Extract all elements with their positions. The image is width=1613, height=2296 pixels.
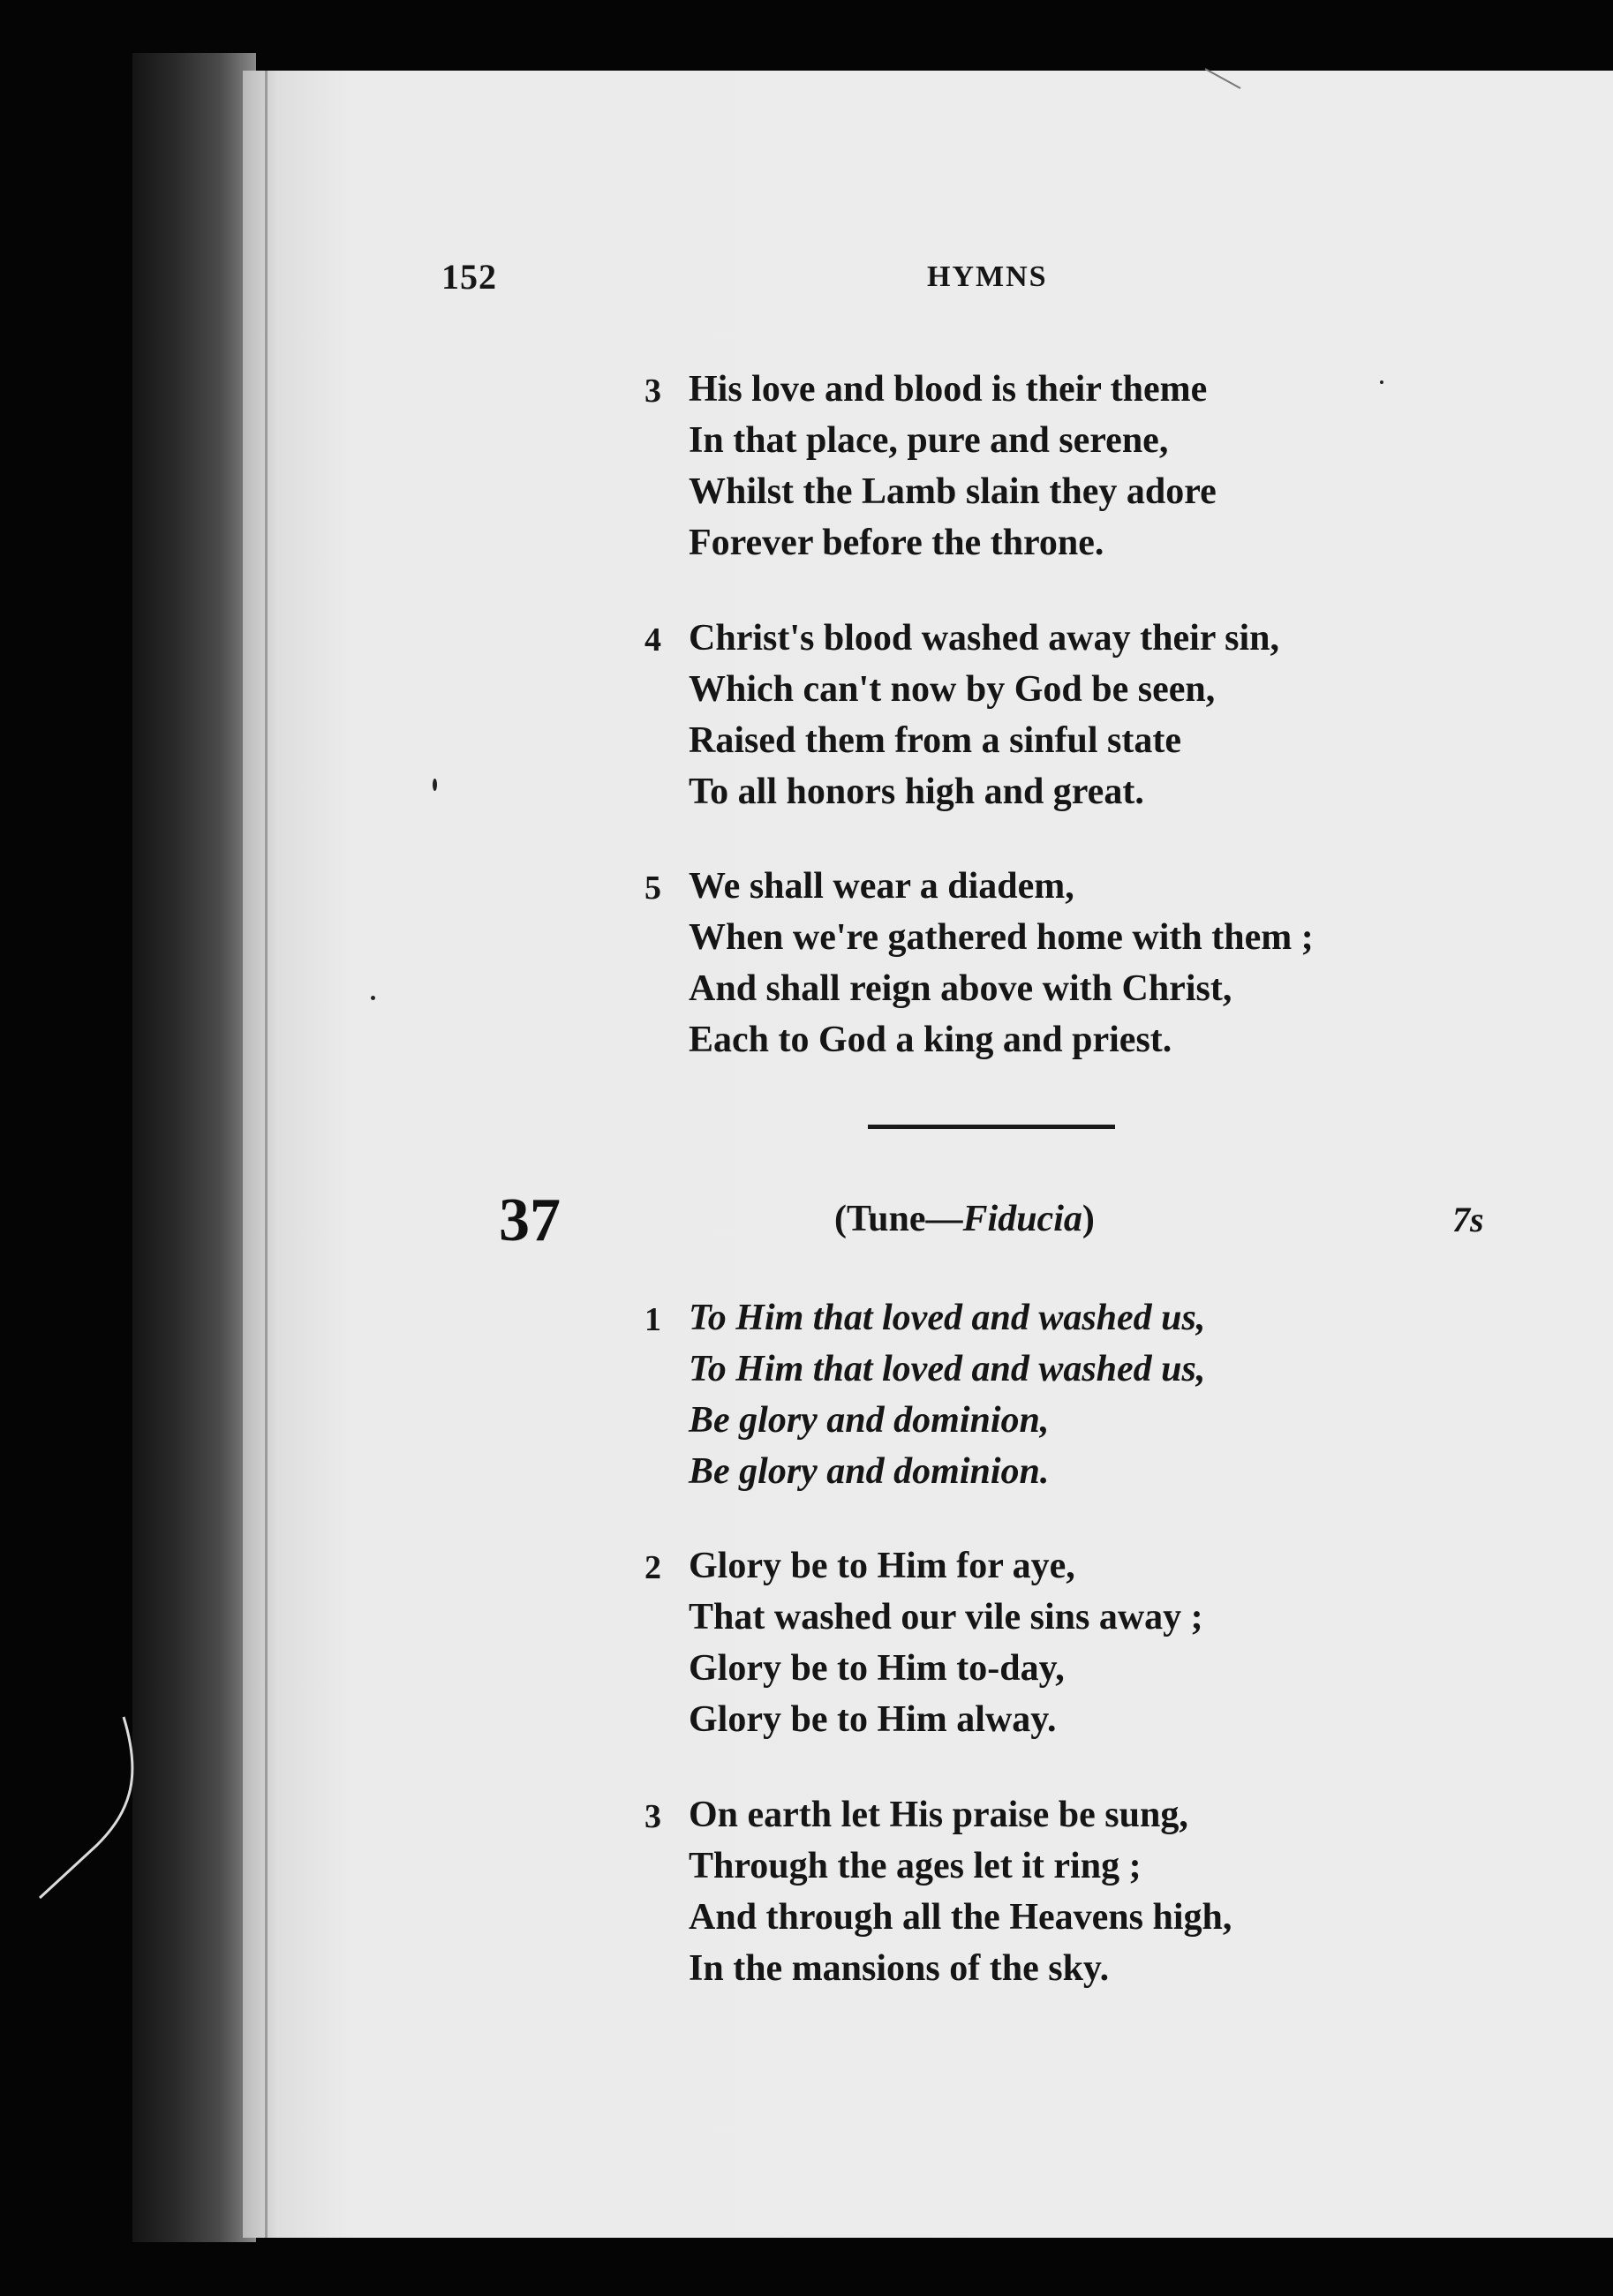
verse-line: Be glory and dominion, bbox=[689, 1400, 1050, 1441]
stanza-number: 4 bbox=[644, 621, 661, 659]
meter: 7s bbox=[1452, 1200, 1484, 1239]
verse-line: And through all the Heavens high, bbox=[689, 1897, 1232, 1938]
verse-line: Glory be to Him to-day, bbox=[689, 1648, 1065, 1689]
verse-line: To all honors high and great. bbox=[689, 772, 1144, 812]
verse-line: To Him that loved and washed us, bbox=[689, 1298, 1206, 1338]
verse-line: In the mansions of the sky. bbox=[689, 1948, 1110, 1989]
hymn-number: 37 bbox=[499, 1186, 561, 1254]
verse-line: Which can't now by God be seen, bbox=[689, 669, 1216, 710]
verse-line: Each to God a king and priest. bbox=[689, 1020, 1172, 1060]
stanza-number: 1 bbox=[644, 1301, 661, 1338]
verse-line: His love and blood is their theme bbox=[689, 369, 1208, 410]
verse-line: On earth let His praise be sung, bbox=[689, 1795, 1188, 1835]
verse-line: Whilst the Lamb slain they adore bbox=[689, 471, 1217, 512]
verse-line: Glory be to Him alway. bbox=[689, 1699, 1057, 1740]
page-number: 152 bbox=[441, 257, 497, 297]
verse-line: And shall reign above with Christ, bbox=[689, 968, 1232, 1009]
verse-line: Glory be to Him for aye, bbox=[689, 1546, 1075, 1586]
tune-heading bbox=[834, 1201, 1095, 1238]
tune-suffix: ) bbox=[1082, 1199, 1095, 1239]
verse-line: That washed our vile sins away ; bbox=[689, 1597, 1203, 1637]
verse-line: When we're gathered home with them ; bbox=[689, 917, 1314, 958]
scan-speck bbox=[371, 996, 375, 1000]
verse-line: Forever before the throne. bbox=[689, 523, 1104, 563]
scan-speck bbox=[1380, 380, 1383, 384]
stanza-number: 2 bbox=[644, 1549, 661, 1586]
verse-line: We shall wear a diadem, bbox=[689, 866, 1074, 907]
verse-line: To Him that loved and washed us, bbox=[689, 1349, 1206, 1389]
scan-speck bbox=[433, 779, 437, 791]
tune-name: Fiducia bbox=[962, 1199, 1082, 1239]
stanza-number: 3 bbox=[644, 373, 661, 410]
verse-line: Christ's blood washed away their sin, bbox=[689, 618, 1280, 659]
stanza-number: 5 bbox=[644, 869, 661, 907]
verse-line: Raised them from a sinful state bbox=[689, 720, 1182, 761]
page-edge bbox=[265, 71, 268, 2238]
tune-prefix: (Tune— bbox=[834, 1199, 963, 1239]
book-spine bbox=[132, 53, 256, 2242]
stanza-number: 3 bbox=[644, 1798, 661, 1835]
section-divider-rule bbox=[868, 1125, 1115, 1129]
verse-line: In that place, pure and serene, bbox=[689, 420, 1169, 461]
verse-line: Through the ages let it ring ; bbox=[689, 1846, 1142, 1886]
running-head: HYMNS bbox=[927, 260, 1048, 293]
verse-line: Be glory and dominion. bbox=[689, 1451, 1050, 1492]
